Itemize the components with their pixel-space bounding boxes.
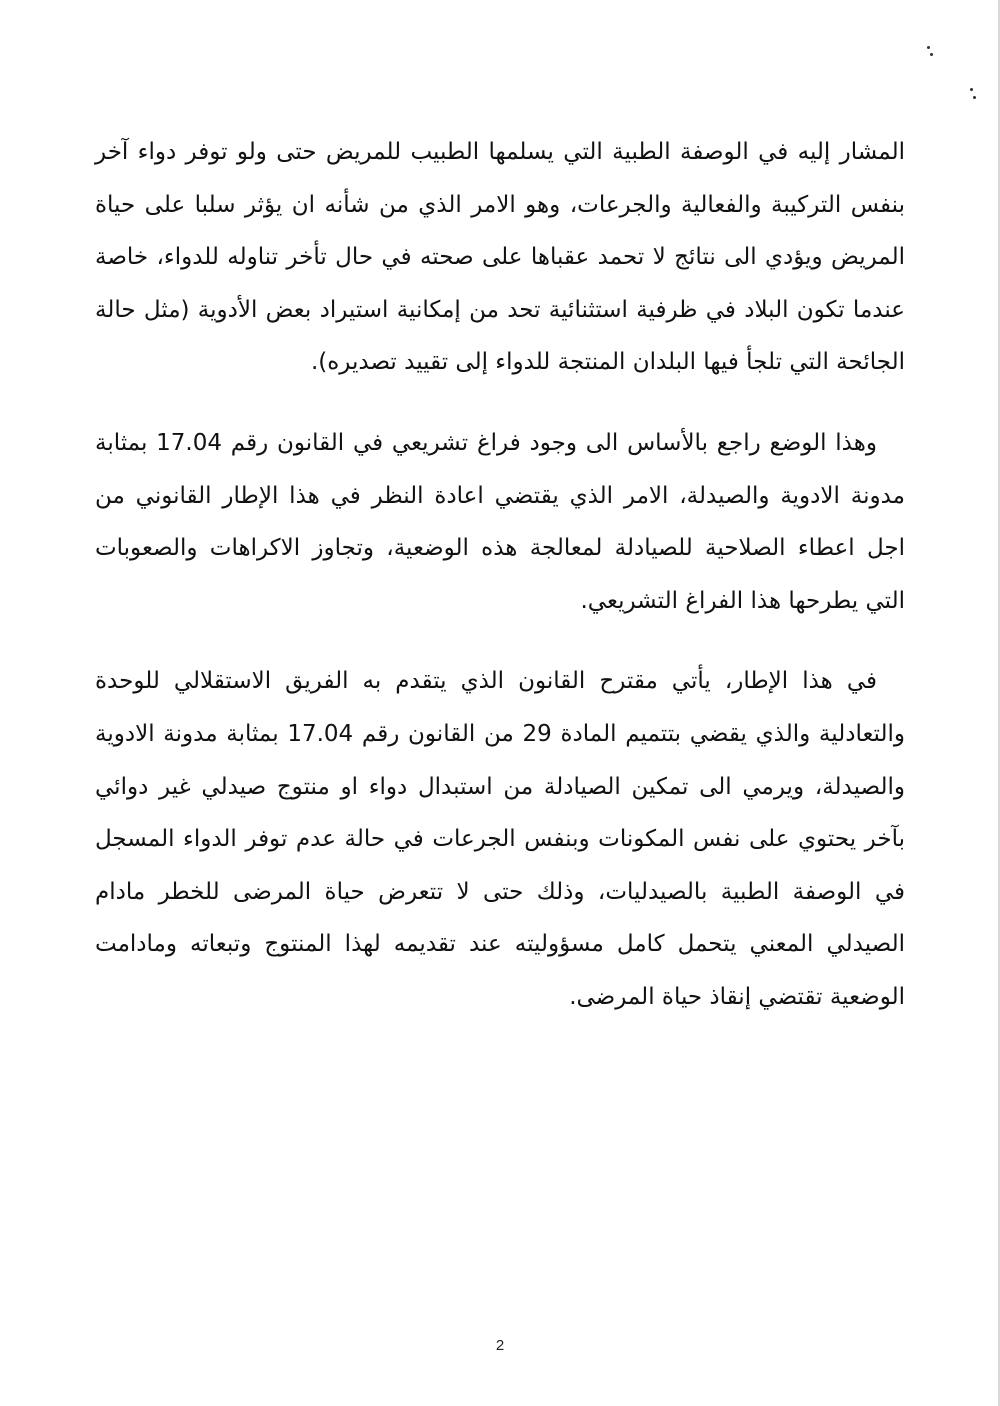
scan-speck bbox=[930, 53, 933, 56]
paragraph-2: وهذا الوضع راجع بالأساس الى وجود فراغ تشريعي في القانون رقم 17.04 بمثابة مدونة الادوية والصيدلة، الامر الذي يقتضي اعادة النظر في هذا الإطار القانوني من اجل اعطاء الصلاحية للصيادلة لمعالجة هذه الوضعية، وتجاوز الاكراهات والصعوبات التي يطرحها هذا الفراغ التشريعي. bbox=[95, 429, 905, 614]
page-number: 2 bbox=[495, 1337, 505, 1354]
scan-speck bbox=[927, 46, 930, 49]
scan-speck bbox=[970, 88, 973, 91]
scan-speck bbox=[973, 96, 976, 99]
paragraph-1: المشار إليه في الوصفة الطبية التي يسلمها الطبيب للمريض حتى ولو توفر دواء آخر بنفس التركيبة والفعالية والجرعات، وهو الامر الذي من شأنه ان يؤثر سلبا على حياة المريض ويؤدي الى نتائج لا تحمد عقباها على صحته في حال تأخر تناوله للدواء، خاصة عندما تكون البلاد في ظرفية استثنائية تحد من إمكانية استيراد بعض الأدوية (مثل حالة الجائحة التي تلجأ فيها البلدان المنتجة للدواء إلى تقييد تصديره). bbox=[95, 139, 905, 376]
document-body bbox=[95, 126, 905, 1024]
paragraph-3: في هذا الإطار، يأتي مقترح القانون الذي يتقدم به الفريق الاستقلالي للوحدة والتعادلية والذي يقضي بتتميم المادة 29 من القانون رقم 17.04 بمثابة مدونة الادوية والصيدلة، ويرمي الى تمكين الصيادلة من استبدال دواء او منتوج صيدلي غير دوائي بآخر يحتوي على نفس المكونات وبنفس الجرعات في حالة عدم توفر الدواء المسجل في الوصفة الطبية بالصيدليات، وذلك حتى لا تتعرض حياة المرضى للخطر مادام الصيدلي المعني يتحمل كامل مسؤوليته عند تقديمه لهذا المنتوج وتبعاته ومادامت الوضعية تقتضي إنقاذ حياة المرضى. bbox=[95, 668, 905, 1010]
